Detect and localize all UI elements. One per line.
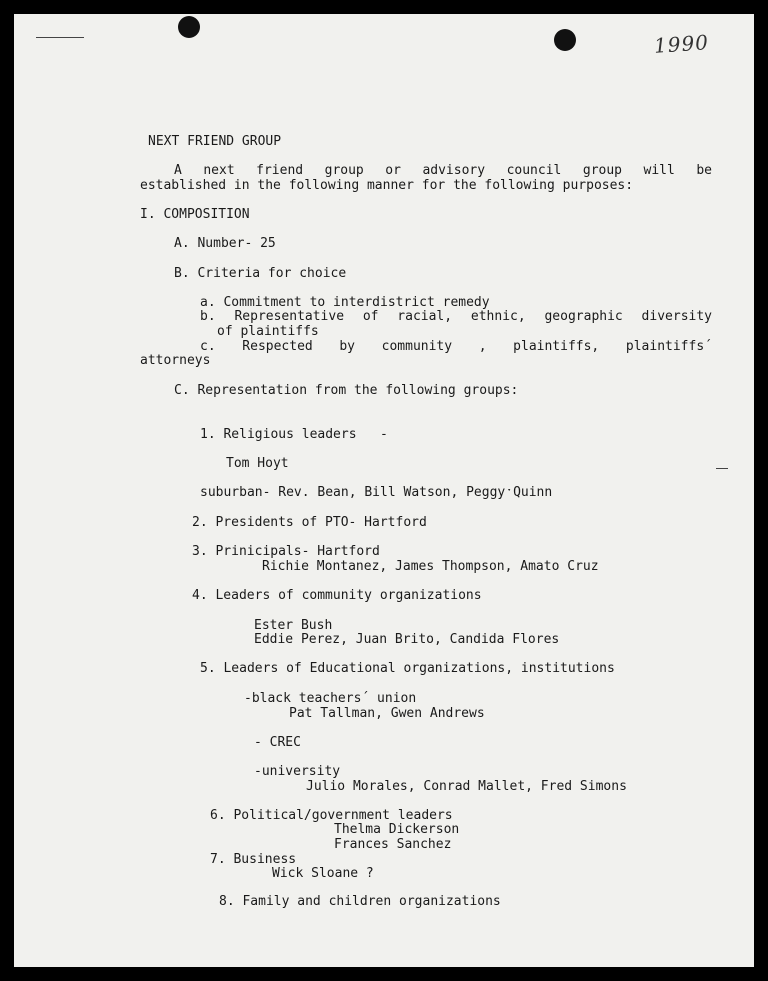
criteria-c-line-2: attorneys: [140, 353, 211, 368]
punch-hole-right-icon: [554, 29, 576, 51]
group-1-heading: 1. Religious leaders -: [200, 427, 388, 442]
group-1-name: Tom Hoyt: [226, 456, 289, 471]
group-4-heading: 4. Leaders of community organizations: [192, 588, 482, 603]
margin-mark: [36, 37, 84, 38]
document-page: [14, 14, 754, 967]
group-5-subgroup-a: -black teachers´ union: [244, 691, 417, 706]
group-5-heading: 5. Leaders of Educational organizations, institutions: [200, 661, 615, 676]
intro-line-1: A next friend group or advisory council group will be: [174, 163, 712, 178]
section-heading: I. COMPOSITION: [140, 207, 250, 222]
criteria-b-line-2: of plaintiffs: [217, 324, 319, 339]
group-4-name-2: Eddie Perez, Juan Brito, Candida Flores: [254, 632, 560, 647]
criteria-c-line-1: c. Respected by community , plaintiffs, plaintiffs´: [200, 339, 712, 354]
group-5-subgroup-b: - CREC: [254, 735, 301, 750]
group-2-heading: 2. Presidents of PTO- Hartford: [192, 515, 427, 530]
document-title: NEXT FRIEND GROUP: [148, 134, 282, 149]
group-6-heading: 6. Political/government leaders: [210, 808, 453, 823]
group-3-names: Richie Montanez, James Thompson, Amato Cruz: [262, 559, 599, 574]
item-a-number: A. Number- 25: [174, 236, 276, 251]
item-b-criteria: B. Criteria for choice: [174, 266, 347, 281]
group-5-subgroup-a-names: Pat Tallman, Gwen Andrews: [289, 706, 485, 721]
group-7-heading: 7. Business: [210, 852, 297, 867]
group-3-heading: 3. Prinicipals- Hartford: [192, 544, 380, 559]
group-6-name-2: Frances Sanchez: [334, 837, 452, 852]
handwritten-year: 1990: [653, 30, 710, 58]
group-6-name-1: Thelma Dickerson: [334, 822, 460, 837]
criteria-b-line-1: b. Representative of racial, ethnic, geographic diversity: [200, 309, 712, 324]
criteria-a: a. Commitment to interdistrict remedy: [200, 295, 490, 310]
intro-line-2: established in the following manner for the following purposes:: [140, 178, 634, 193]
margin-mark-right: [716, 468, 728, 469]
group-7-name: Wick Sloane ?: [272, 866, 374, 881]
group-8-heading: 8. Family and children organizations: [219, 894, 501, 909]
group-4-name-1: Ester Bush: [254, 618, 333, 633]
group-5-subgroup-c-names: Julio Morales, Conrad Mallet, Fred Simons: [306, 779, 627, 794]
group-5-subgroup-c: -university: [254, 764, 341, 779]
punch-hole-left-icon: [178, 16, 200, 38]
group-1-suburban: suburban- Rev. Bean, Bill Watson, PeggyˑQuinn: [200, 485, 553, 500]
item-c-representation: C. Representation from the following groups:: [174, 383, 519, 398]
